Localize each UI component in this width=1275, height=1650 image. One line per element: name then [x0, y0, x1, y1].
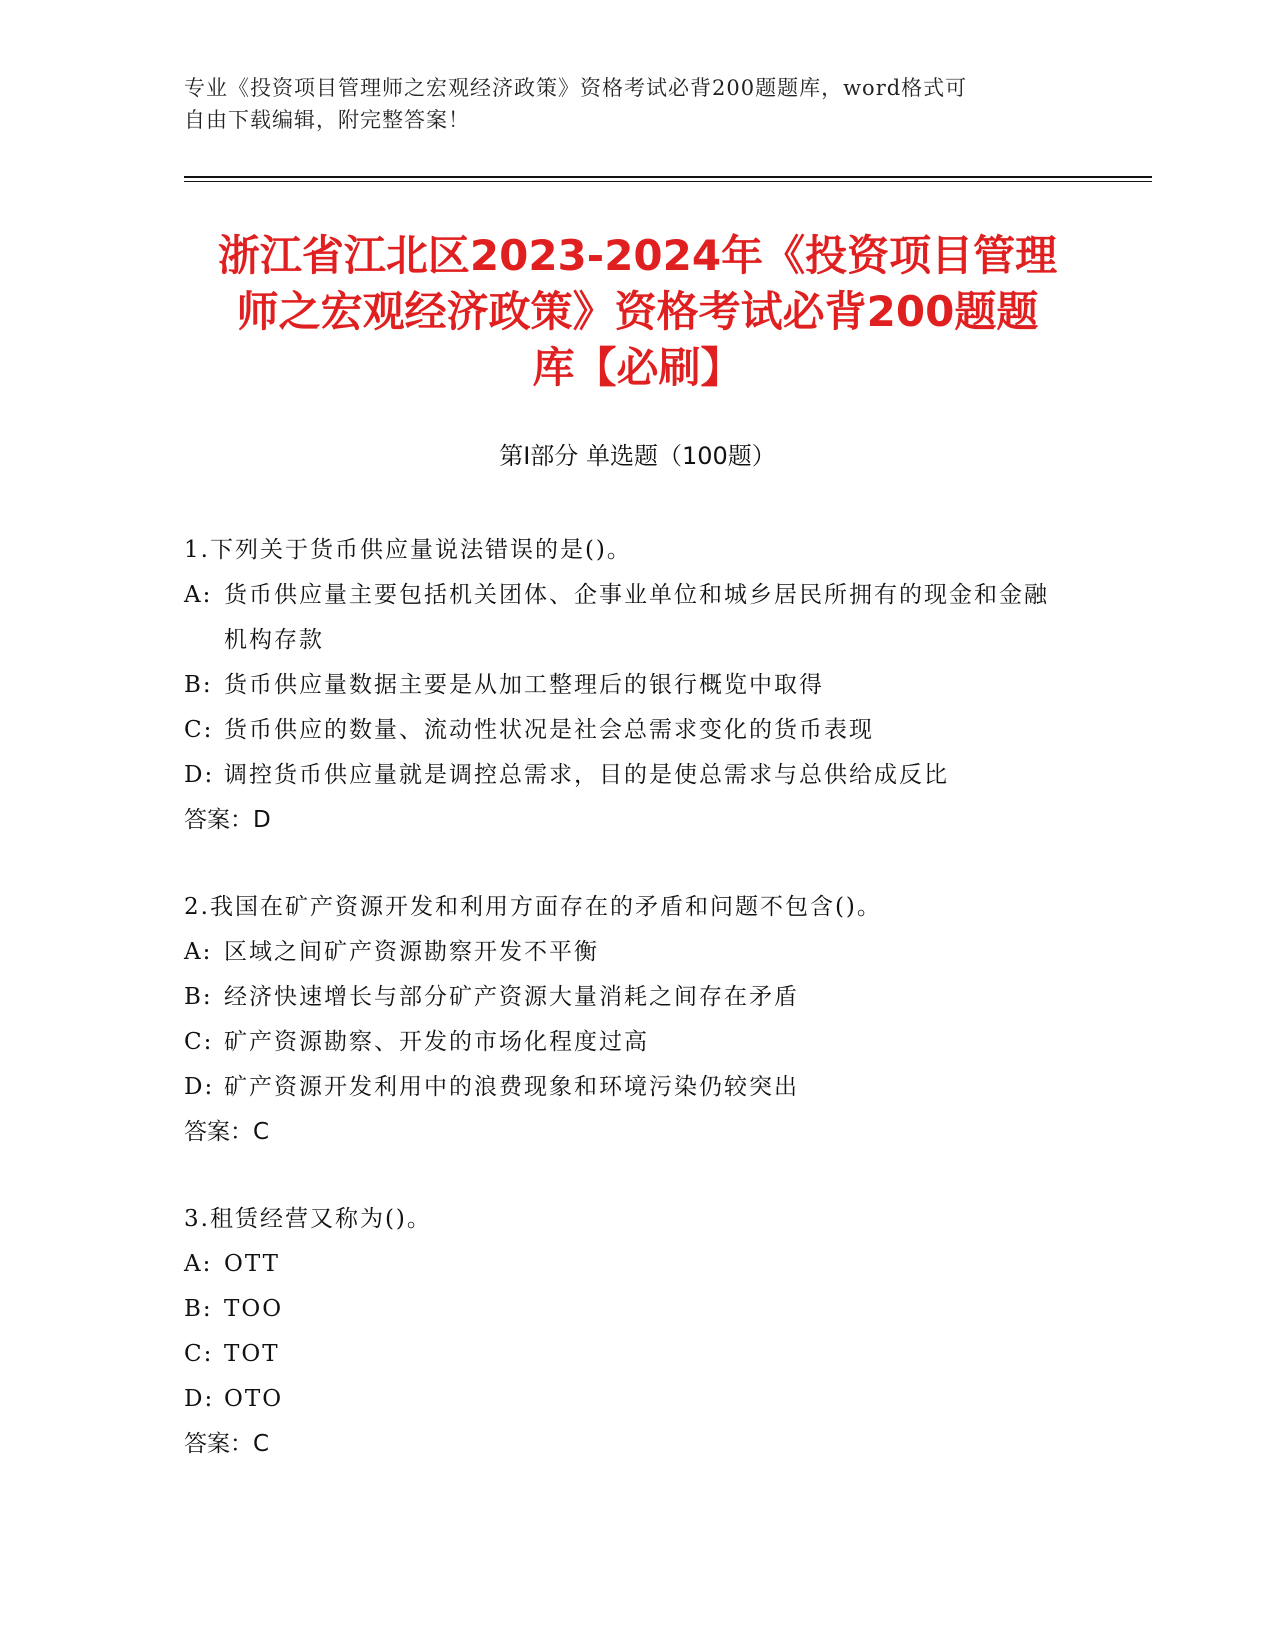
title-line-1: 浙江省江北区2023-2024年《投资项目管理 [217, 231, 1058, 280]
option-c [184, 1332, 1064, 1377]
option-key: B: [184, 672, 213, 698]
header-note-line-1: 专业《投资项目管理师之宏观经济政策》资格考试必背200题题库，word格式可 [184, 76, 968, 100]
option-text: 矿产资源开发利用中的浪费现象和环境污染仍较突出 [224, 1074, 799, 1100]
header-divider-thick [184, 176, 1152, 178]
option-text: 区域之间矿产资源勘察开发不平衡 [224, 939, 599, 965]
section-title: 第Ⅰ部分 单选题（100题） [499, 442, 776, 470]
option-text: TOT [224, 1341, 280, 1367]
option-key: D: [184, 762, 215, 788]
option-text: 货币供应量主要包括机关团体、企事业单位和城乡居民所拥有的现金和金融机构存款 [224, 582, 1049, 653]
answer-line: 答案：C [184, 1119, 270, 1145]
option-key: B: [184, 984, 213, 1010]
option-a [184, 1242, 1064, 1287]
question-list [184, 528, 1064, 1509]
question-2 [184, 885, 1064, 1155]
answer-line: 答案：C [184, 1431, 270, 1457]
option-key: D: [184, 1386, 215, 1412]
option-b [184, 975, 1064, 1020]
option-c [184, 708, 1064, 753]
option-text: OTT [224, 1251, 280, 1277]
option-a [184, 930, 1064, 975]
header-divider-thin [184, 181, 1152, 182]
option-text: OTO [224, 1386, 284, 1412]
option-key: A: [184, 939, 213, 965]
option-d [184, 1377, 1064, 1422]
option-text: 货币供应量数据主要是从加工整理后的银行概览中取得 [224, 672, 824, 698]
option-key: A: [184, 582, 213, 608]
option-c [184, 1020, 1064, 1065]
question-stem: 3.租赁经营又称为()。 [184, 1206, 432, 1232]
title-line-2: 师之宏观经济政策》资格考试必背200题题 [236, 287, 1039, 336]
answer-line: 答案：D [184, 807, 271, 833]
option-key: C: [184, 1029, 214, 1055]
option-key: A: [184, 1251, 213, 1277]
option-text: 矿产资源勘察、开发的市场化程度过高 [224, 1029, 649, 1055]
option-d [184, 1065, 1064, 1110]
option-key: C: [184, 1341, 214, 1367]
option-text: TOO [224, 1296, 284, 1322]
option-key: B: [184, 1296, 213, 1322]
option-a [184, 573, 1064, 663]
question-3 [184, 1197, 1064, 1467]
option-b [184, 663, 1064, 708]
header-note-line-2: 自由下载编辑，附完整答案！ [184, 108, 470, 132]
question-stem: 1.下列关于货币供应量说法错误的是()。 [184, 537, 632, 563]
option-text: 调控货币供应量就是调控总需求，目的是使总需求与总供给成反比 [224, 762, 949, 788]
document-title [150, 228, 1125, 396]
option-key: C: [184, 717, 214, 743]
option-b [184, 1287, 1064, 1332]
title-line-3: 库【必刷】 [532, 343, 743, 392]
question-1 [184, 528, 1064, 843]
option-d [184, 753, 1064, 798]
option-text: 货币供应的数量、流动性状况是社会总需求变化的货币表现 [224, 717, 874, 743]
question-stem: 2.我国在矿产资源开发和利用方面存在的矛盾和问题不包含()。 [184, 894, 882, 920]
header-note [184, 72, 1084, 136]
option-text: 经济快速增长与部分矿产资源大量消耗之间存在矛盾 [224, 984, 799, 1010]
option-key: D: [184, 1074, 215, 1100]
